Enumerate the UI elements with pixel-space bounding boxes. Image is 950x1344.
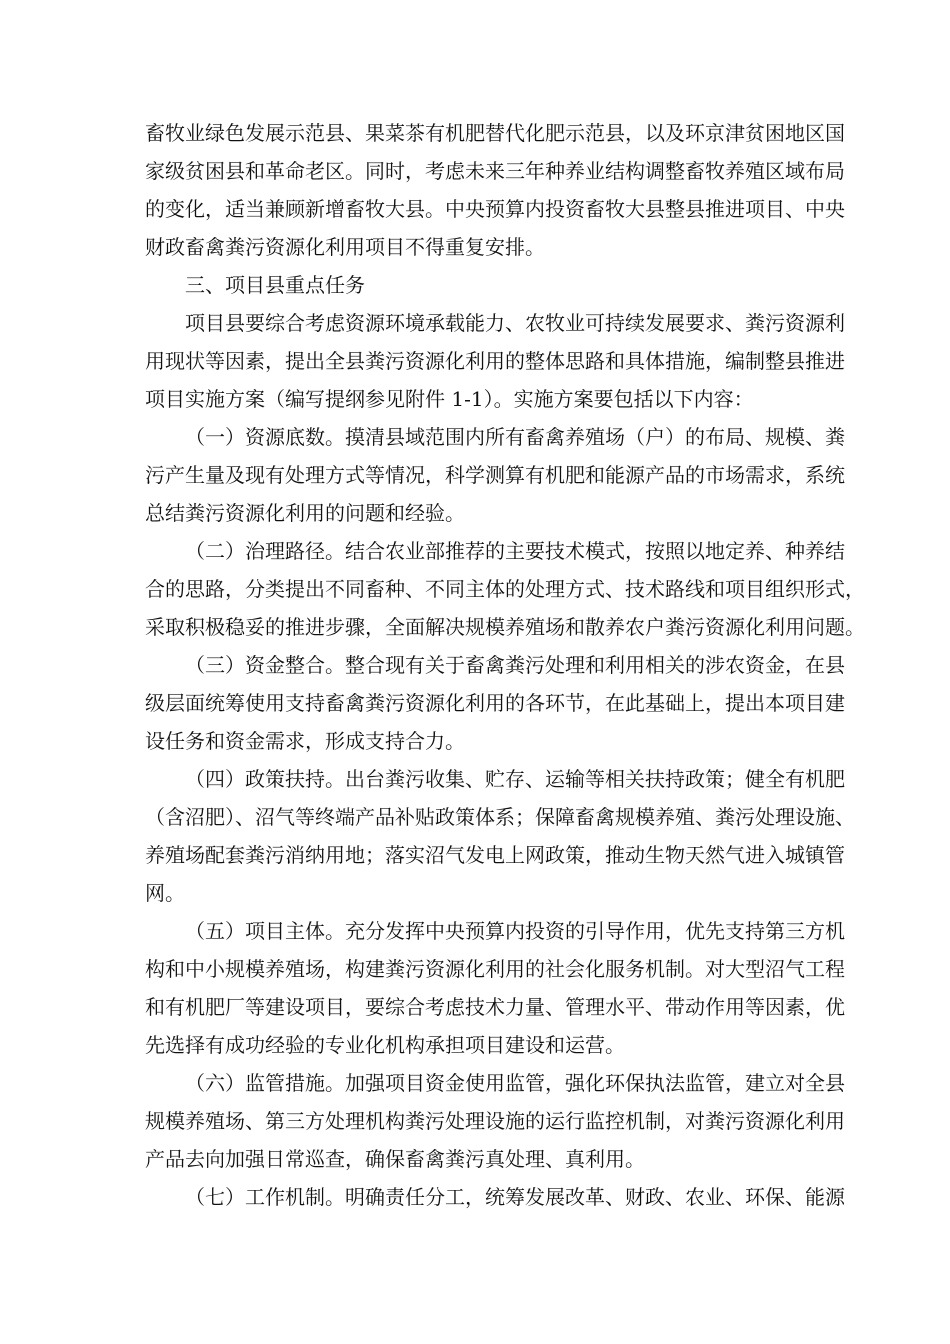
text-line: （一）资源底数。摸清县域范围内所有畜禽养殖场（户）的布局、规模、粪	[185, 425, 845, 449]
text-line: 构和中小规模养殖场，构建粪污资源化利用的社会化服务机制。对大型沼气工程	[145, 957, 845, 981]
text-line: （六）监管措施。加强项目资金使用监管，强化环保执法监管，建立对全县	[185, 1071, 845, 1095]
section-heading: 三、项目县重点任务	[185, 273, 365, 297]
document-body	[145, 114, 865, 1216]
text-line: 级层面统筹使用支持畜禽粪污资源化利用的各环节，在此基础上，提出本项目建	[145, 691, 845, 715]
text-line: 采取积极稳妥的推进步骤，全面解决规模养殖场和散养农户粪污资源化利用问题。	[145, 615, 865, 639]
text-line: 设任务和资金需求，形成支持合力。	[145, 729, 465, 753]
text-line: 规模养殖场、第三方处理机构粪污处理设施的运行监控机制，对粪污资源化利用	[145, 1109, 845, 1133]
text-line: 先选择有成功经验的专业化机构承担项目建设和运营。	[145, 1033, 625, 1057]
text-line: 合的思路，分类提出不同畜种、不同主体的处理方式、技术路线和项目组织形式，	[145, 577, 865, 601]
text-line: 财政畜禽粪污资源化利用项目不得重复安排。	[145, 235, 545, 259]
text-line: 家级贫困县和革命老区。同时，考虑未来三年种养业结构调整畜牧养殖区域布局	[145, 159, 845, 183]
text-line: 和有机肥厂等建设项目，要综合考虑技术力量、管理水平、带动作用等因素，优	[145, 995, 845, 1019]
text-line: 项目实施方案（编写提纲参见附件 1-1）。实施方案要包括以下内容：	[145, 387, 754, 411]
text-line: 网。	[145, 881, 185, 905]
text-line: （含沼肥）、沼气等终端产品补贴政策体系；保障畜禽规模养殖、粪污处理设施、	[145, 805, 855, 829]
text-line: 产品去向加强日常巡查，确保畜禽粪污真处理、真利用。	[145, 1147, 645, 1171]
text-line: 用现状等因素，提出全县粪污资源化利用的整体思路和具体措施，编制整县推进	[145, 349, 845, 373]
text-line: 污产生量及现有处理方式等情况，科学测算有机肥和能源产品的市场需求，系统	[145, 463, 845, 487]
text-line: （七）工作机制。明确责任分工，统筹发展改革、财政、农业、环保、能源	[185, 1185, 845, 1209]
text-line: （五）项目主体。充分发挥中央预算内投资的引导作用，优先支持第三方机	[185, 919, 845, 943]
text-line: 养殖场配套粪污消纳用地；落实沼气发电上网政策，推动生物天然气进入城镇管	[145, 843, 845, 867]
text-line: 的变化，适当兼顾新增畜牧大县。中央预算内投资畜牧大县整县推进项目、中央	[145, 197, 845, 221]
text-line: （二）治理路径。结合农业部推荐的主要技术模式，按照以地定养、种养结	[185, 539, 845, 563]
text-line: （三）资金整合。整合现有关于畜禽粪污处理和利用相关的涉农资金，在县	[185, 653, 845, 677]
text-line: 畜牧业绿色发展示范县、果菜茶有机肥替代化肥示范县，以及环京津贫困地区国	[145, 121, 845, 145]
text-line: 项目县要综合考虑资源环境承载能力、农牧业可持续发展要求、粪污资源利	[185, 311, 845, 335]
text-line: （四）政策扶持。出台粪污收集、贮存、运输等相关扶持政策；健全有机肥	[185, 767, 845, 791]
text-line: 总结粪污资源化利用的问题和经验。	[145, 501, 465, 525]
